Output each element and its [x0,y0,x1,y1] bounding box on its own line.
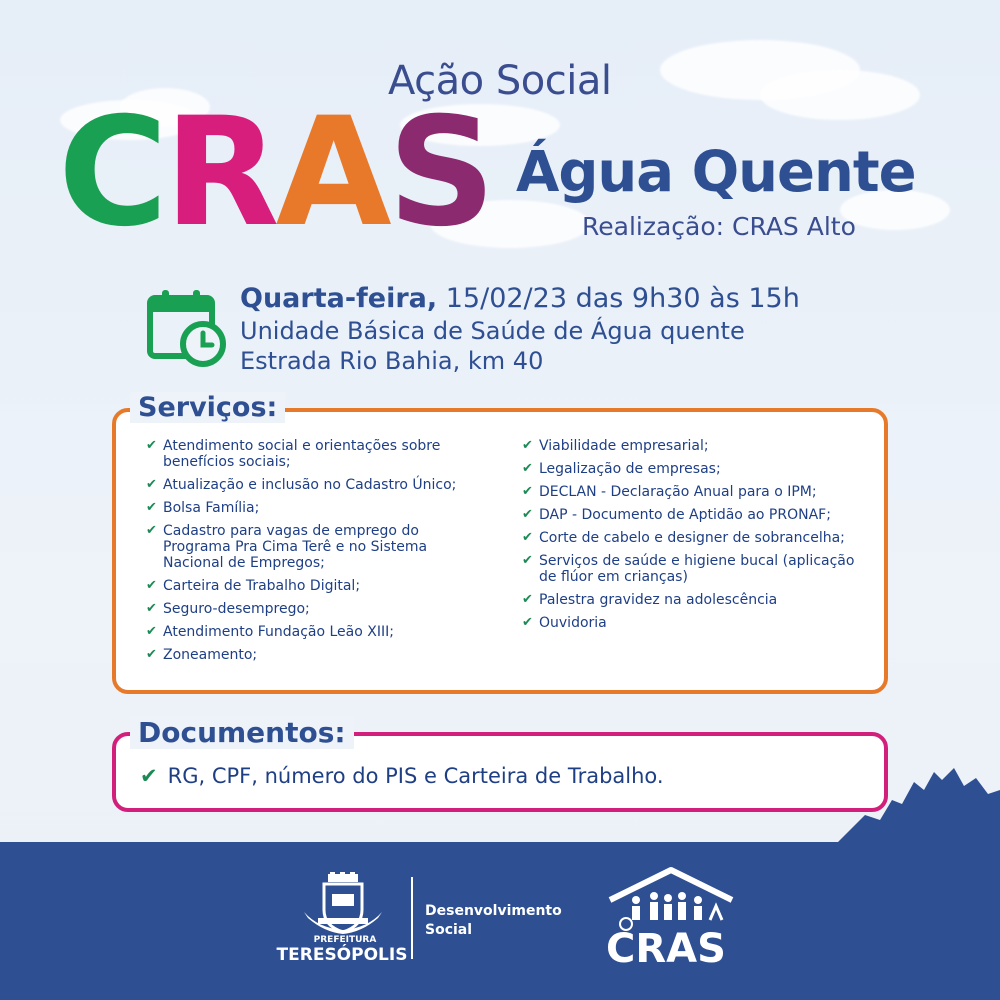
event-venue: Unidade Básica de Saúde de Água quente [240,317,745,345]
list-item: ✔ Atualização e inclusão no Cadastro Único; [146,477,457,493]
location-title: Água Quente [516,140,916,205]
check-icon: ✔ [522,615,533,630]
cras-letter-c: C [58,86,165,260]
list-item: ✔ Seguro-desemprego; [146,601,310,617]
event-address: Estrada Rio Bahia, km 40 [240,347,544,375]
documents-title: Documentos: [130,716,354,749]
cras-logo-text: CRAS [606,926,726,972]
list-item: ✔ Carteira de Trabalho Digital; [146,578,361,594]
footer-divider [411,877,413,959]
check-icon: ✔ [146,601,157,616]
check-icon: ✔ [146,500,157,515]
check-icon: ✔ [522,438,533,453]
event-weekday: Quarta-feira, [240,283,438,314]
list-item: ✔ Atendimento social e orientações sobre benefícios sociais; [146,438,441,470]
city-coat-of-arms-icon [298,872,388,934]
list-item: ✔ Ouvidoria [522,615,607,631]
list-item: ✔ DAP - Documento de Aptidão ao PRONAF; [522,507,831,523]
check-icon: ✔ [146,523,157,538]
organizer-text: Realização: CRAS Alto [582,212,856,241]
check-icon: ✔ [146,438,157,453]
services-title: Serviços: [130,392,285,423]
check-icon: ✔ [522,484,533,499]
event-time: 15/02/23 das 9h30 às 15h [437,283,800,314]
mountain-silhouette [830,760,1000,850]
prefeitura-label: PREFEITURA [313,935,377,945]
check-icon: ✔ [522,461,533,476]
calendar-clock-icon [146,288,226,368]
check-icon: ✔ [140,764,158,788]
list-item: ✔ Cadastro para vagas de emprego do Programa Pra Cima Terê e no Sistema Nacional de Empregos; [146,523,428,571]
check-icon: ✔ [522,507,533,522]
cras-house-icon [606,866,736,932]
list-item: ✔ Bolsa Família; [146,500,260,516]
cras-letter-r: R [164,86,276,260]
check-icon: ✔ [146,578,157,593]
check-icon: ✔ [146,647,157,662]
check-icon: ✔ [146,477,157,492]
list-item: ✔ Viabilidade empresarial; [522,438,709,454]
city-name: TERESÓPOLIS [276,945,408,965]
event-date [240,283,800,314]
list-item: ✔ Corte de cabelo e designer de sobrancelha; [522,530,845,546]
documents-item: ✔ RG, CPF, número do PIS e Carteira de Trabalho. [140,764,664,788]
cras-letter-a: A [275,86,388,260]
cloud [760,70,920,120]
list-item: ✔ Serviços de saúde e higiene bucal (aplicação de flúor em crianças) [522,553,855,585]
check-icon: ✔ [522,530,533,545]
list-item: ✔ Palestra gravidez na adolescência [522,592,778,608]
list-item: ✔ Zoneamento; [146,647,258,663]
department-name: Desenvolvimento Social [425,903,562,938]
services-list-left [146,438,476,670]
cras-title [58,86,492,260]
check-icon: ✔ [522,592,533,607]
check-icon: ✔ [146,624,157,639]
list-item: ✔ Atendimento Fundação Leão XIII; [146,624,394,640]
list-item: ✔ DECLAN - Declaração Anual para o IPM; [522,484,817,500]
services-list-right [522,438,872,638]
check-icon: ✔ [522,553,533,568]
list-item: ✔ Legalização de empresas; [522,461,721,477]
cras-letter-s: S [387,86,492,260]
event-type-heading: Ação Social [388,58,612,104]
